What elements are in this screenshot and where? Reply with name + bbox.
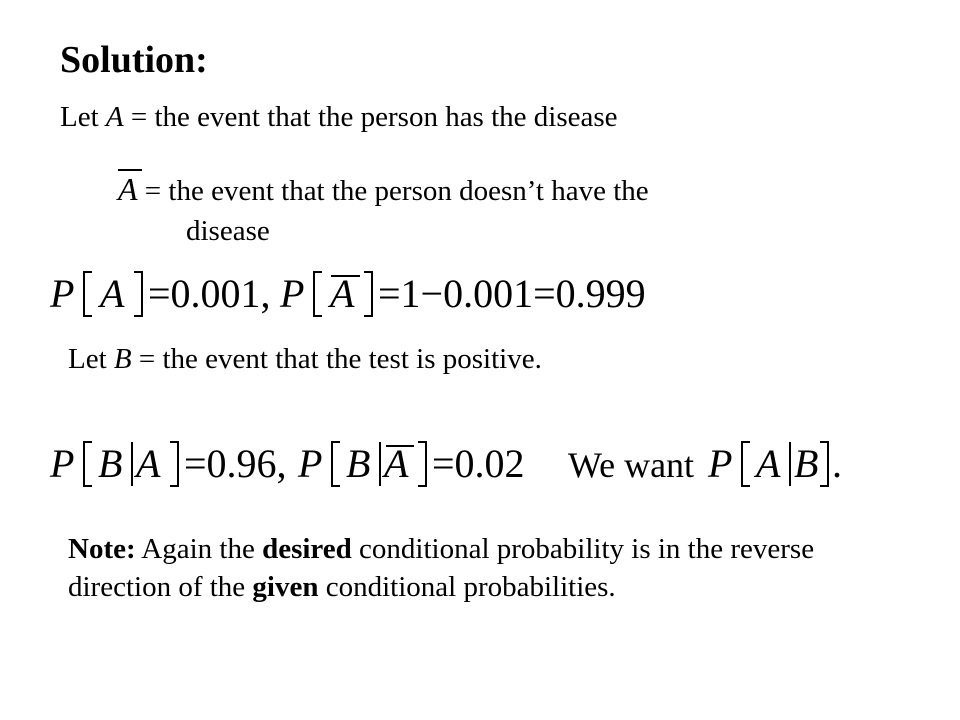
event-a: A <box>136 441 161 486</box>
prob-symbol: P <box>298 441 323 486</box>
a-complement-continuation: disease <box>186 215 270 247</box>
let-label: Let <box>68 343 114 375</box>
value-p-a: =0.001, <box>148 271 271 316</box>
event-b: B <box>98 441 123 486</box>
event-a-complement: A <box>384 441 409 486</box>
prob-symbol: P <box>50 441 75 486</box>
value-p-b-given-a-complement: =0.02 <box>432 441 525 486</box>
period: . <box>832 441 842 486</box>
left-bracket <box>84 442 92 486</box>
note-paragraph <box>68 530 888 607</box>
right-bracket <box>820 442 828 486</box>
note-text: conditional probabilities. <box>318 571 616 604</box>
equation-prior-probabilities <box>48 262 668 322</box>
note-text: Again the <box>135 533 263 565</box>
right-bracket <box>418 442 426 486</box>
prob-symbol: P <box>50 271 75 316</box>
left-bracket <box>332 442 340 486</box>
definition-event-a-complement <box>118 170 649 209</box>
note-text: conditional probability is in the reverse direction of the <box>68 533 815 604</box>
slide-title: Solution: <box>60 39 208 81</box>
let-label: Let <box>60 101 106 133</box>
event-b-description: = the event that the test is positive. <box>131 343 542 375</box>
a-complement-var: A <box>118 171 138 207</box>
definition-event-a <box>60 100 618 135</box>
prob-symbol: P <box>280 271 305 316</box>
definition-event-b <box>68 342 542 377</box>
left-bracket <box>84 272 92 316</box>
event-a-var: A <box>105 101 124 133</box>
event-b-var: B <box>113 343 132 375</box>
value-p-a-complement: =1−0.001=0.999 <box>378 271 646 316</box>
event-a-description: = the event that the person has the disease <box>123 101 618 133</box>
note-emphasis-desired: desired <box>262 533 352 565</box>
note-label: Note: <box>68 533 136 565</box>
prob-symbol: P <box>708 441 733 486</box>
event-b: B <box>794 441 819 486</box>
event-b: B <box>346 441 371 486</box>
a-complement-description: = the event that the person doesn’t have the <box>144 175 649 207</box>
we-want-label: We want <box>568 445 695 485</box>
equation-target <box>568 432 848 492</box>
left-bracket <box>742 442 750 486</box>
equation-conditional-probabilities <box>48 432 538 492</box>
value-p-b-given-a: =0.96, <box>184 441 287 486</box>
event-a-complement: A <box>330 271 355 316</box>
right-bracket <box>170 442 178 486</box>
left-bracket <box>314 272 322 316</box>
event-a: A <box>100 271 125 316</box>
right-bracket <box>134 272 142 316</box>
event-a: A <box>756 441 781 486</box>
right-bracket <box>364 272 372 316</box>
note-emphasis-given: given <box>252 571 319 604</box>
